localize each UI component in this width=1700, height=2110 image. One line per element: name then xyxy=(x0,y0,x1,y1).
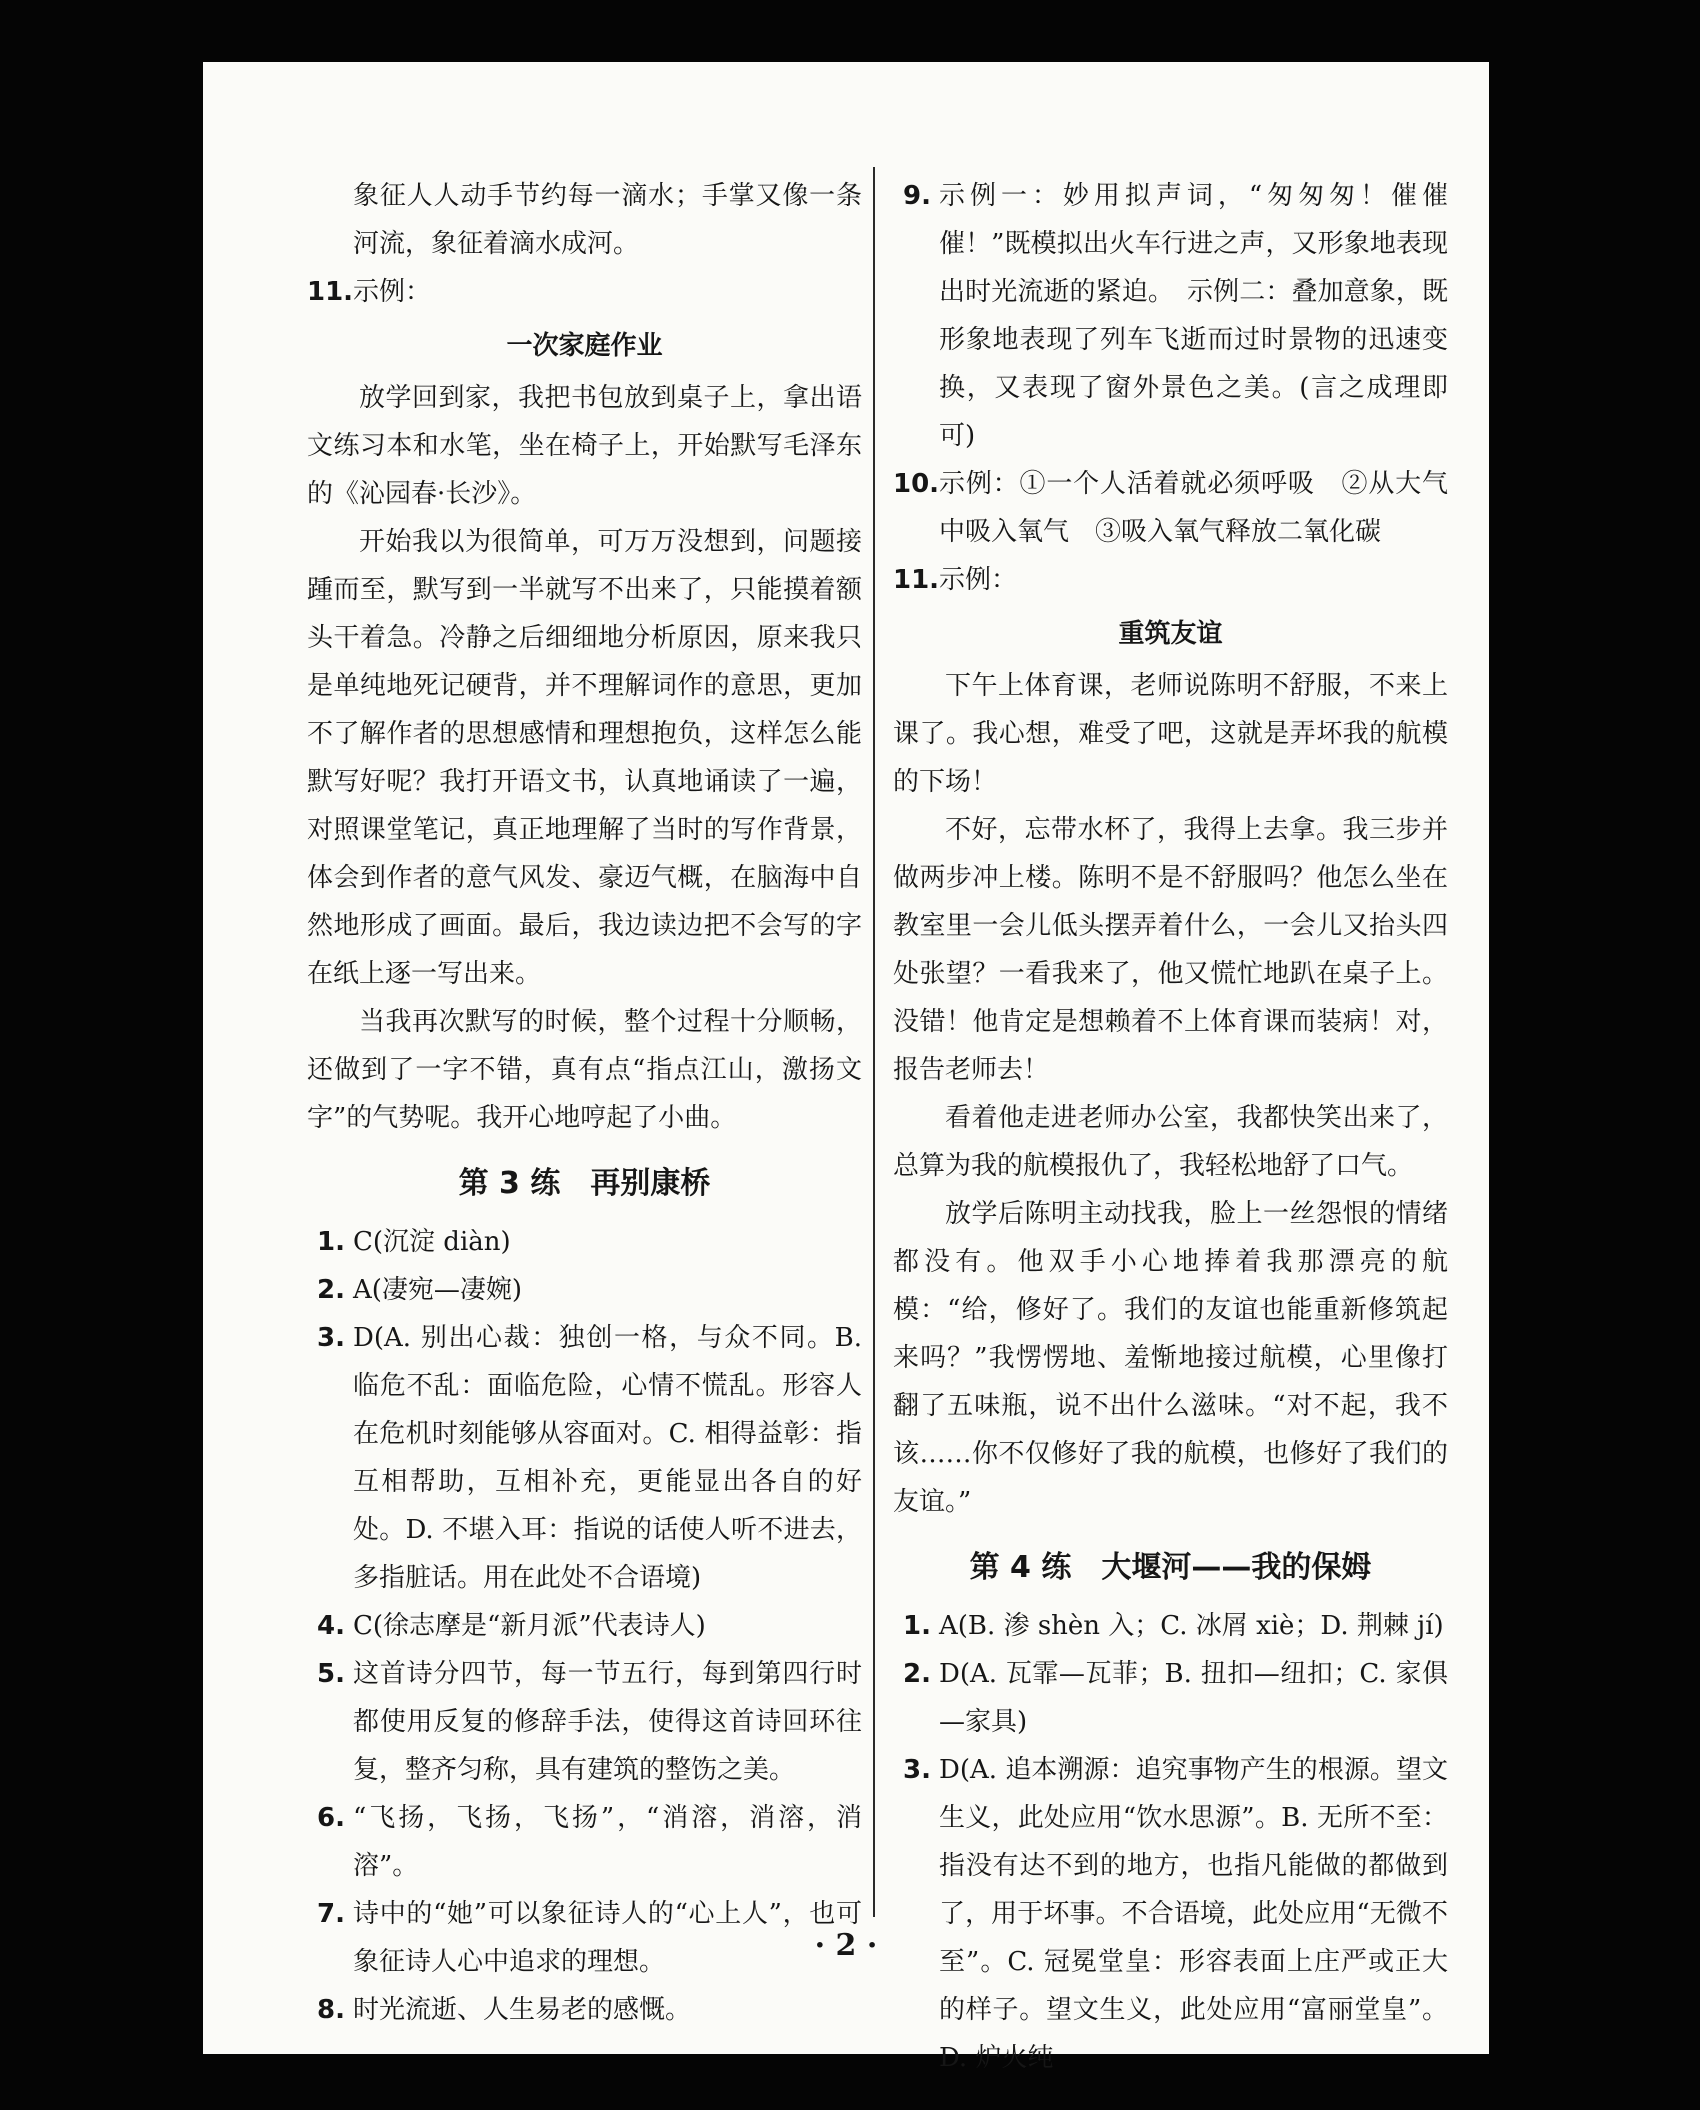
left-column xyxy=(307,172,862,2034)
essay-paragraph: 开始我以为很简单，可万万没想到，问题接踵而至，默写到一半就写不出来了，只能摸着额头干着急。冷静之后细细地分析原因，原来我只是单纯地死记硬背，并不理解词作的意思，更加不了解作者的思想感情和理想抱负，这样怎么能默写好呢？我打开语文书，认真地诵读了一遍，对照课堂笔记，真正地理解了当时的写作背景，体会到作者的意气风发、豪迈气概，在脑海中自然地形成了画面。最后，我边读边把不会写的字在纸上逐一写出来。 xyxy=(307,527,862,989)
answer-item xyxy=(307,1266,862,1314)
item-number: 2. xyxy=(903,1659,931,1689)
item-text: D(A. 追本溯源：追究事物产生的根源。望文生义，此处应用“饮水思源”。B. 无所不至：指没有达不到的地方，也指凡能做的都做到了，用于坏事。不合语境，此处应用“无微不至”。C. 冠冕堂皇：形容表面上庄严或正大的样子。望文生义，此处应用“富丽堂皇”。D. 炉火纯 xyxy=(939,1755,1448,2073)
item-number: 11. xyxy=(893,565,940,595)
item-number: 3. xyxy=(317,1323,345,1353)
answer-item xyxy=(307,1986,862,2034)
answer-item xyxy=(307,268,862,316)
essay-paragraph: 下午上体育课，老师说陈明不舒服，不来上课了。我心想，难受了吧，这就是弄坏我的航模的下场！ xyxy=(893,671,1448,797)
item-number: 6. xyxy=(317,1803,345,1833)
document-page xyxy=(203,62,1489,2073)
item-text: 这首诗分四节，每一节五行，每到第四行时都使用反复的修辞手法，使得这首诗回环往复，整齐匀称，具有建筑的整饬之美。 xyxy=(353,1659,862,1785)
answer-item xyxy=(893,556,1448,604)
item-text: 示例： xyxy=(939,565,1018,595)
essay-paragraph: 不好，忘带水杯了，我得上去拿。我三步并做两步冲上楼。陈明不是不舒服吗？他怎么坐在教室里一会儿低头摆弄着什么，一会儿又抬头四处张望？一看我来了，他又慌忙地趴在桌子上。没错！他肯定是想赖着不上体育课而装病！对，报告老师去！ xyxy=(893,815,1448,1085)
page-number: · 2 · xyxy=(814,1928,878,1963)
item-text: 诗中的“她”可以象征诗人的“心上人”，也可象征诗人心中追求的理想。 xyxy=(353,1899,862,1977)
item-text: D(A. 别出心裁：独创一格，与众不同。B. 临危不乱：面临危险，心情不慌乱。形容人在危机时刻能够从容面对。C. 相得益彰：指互相帮助，互相补充，更能显出各自的好处。D. 不堪入耳：指说的话使人听不进去，多指脏话。用在此处不合语境) xyxy=(353,1323,862,1593)
essay-paragraph: 放学回到家，我把书包放到桌子上，拿出语文练习本和水笔，坐在椅子上，开始默写毛泽东的《沁园春·长沙》。 xyxy=(307,383,862,509)
item-number: 4. xyxy=(317,1611,345,1641)
item-text: 示例： xyxy=(353,277,432,307)
section-heading: 第 4 练 大堰河——我的保姆 xyxy=(969,1550,1372,1585)
item-text: 示例：①一个人活着就必须呼吸 ②从大气中吸入氧气 ③吸入氧气释放二氧化碳 xyxy=(939,469,1448,547)
item-text: “飞扬，飞扬，飞扬”，“消溶，消溶，消溶”。 xyxy=(353,1803,862,1881)
essay-paragraph: 当我再次默写的时候，整个过程十分顺畅，还做到了一字不错，真有点“指点江山，激扬文字”的气势呢。我开心地哼起了小曲。 xyxy=(307,1007,862,1133)
item-text: A(凄宛—凄婉) xyxy=(353,1275,523,1305)
essay-title: 一次家庭作业 xyxy=(506,331,663,361)
answer-item xyxy=(307,1650,862,1794)
answer-item xyxy=(893,1602,1448,1650)
right-column xyxy=(893,172,1448,2082)
item-number: 11. xyxy=(307,277,354,307)
essay-paragraph: 放学后陈明主动找我，脸上一丝怨恨的情绪都没有。他双手小心地捧着我那漂亮的航模：“给，修好了。我们的友谊也能重新修筑起来吗？”我愣愣地、羞惭地接过航模，心里像打翻了五味瓶，说不出什么滋味。“对不起，我不该……你不仅修好了我的航模，也修好了我们的友谊。” xyxy=(893,1199,1448,1517)
item-number: 9. xyxy=(903,181,931,211)
item-number: 2. xyxy=(317,1275,345,1305)
continued-text: 象征人人动手节约每一滴水；手掌又像一条河流，象征着滴水成河。 xyxy=(353,181,862,259)
section-heading: 第 3 练 再别康桥 xyxy=(458,1166,711,1201)
item-number: 10. xyxy=(893,469,940,499)
answer-item xyxy=(893,1746,1448,2082)
item-text: A(B. 渗 shèn 入；C. 冰屑 xiè；D. 荆棘 jí) xyxy=(939,1611,1444,1641)
essay-title: 重筑友谊 xyxy=(1118,619,1223,649)
answer-item xyxy=(307,1314,862,1602)
answer-item xyxy=(893,1650,1448,1746)
item-text: 示例一：妙用拟声词，“匆匆匆！催催催！”既模拟出火车行进之声，又形象地表现出时光流逝的紧迫。 示例二：叠加意象，既形象地表现了列车飞逝而过时景物的迅速变换，又表现了窗外景色之美。(言之成理即可) xyxy=(939,181,1448,451)
answer-item xyxy=(893,460,1448,556)
answer-item xyxy=(307,1794,862,1890)
item-number: 1. xyxy=(317,1227,345,1257)
item-text: 时光流逝、人生易老的感慨。 xyxy=(353,1995,692,2025)
item-text: C(徐志摩是“新月派”代表诗人) xyxy=(353,1611,706,1641)
answer-item xyxy=(893,172,1448,460)
answer-item xyxy=(307,1218,862,1266)
item-number: 8. xyxy=(317,1995,345,2025)
essay-paragraph: 看着他走进老师办公室，我都快笑出来了，总算为我的航模报仇了，我轻松地舒了口气。 xyxy=(893,1103,1448,1181)
answer-item xyxy=(307,1602,862,1650)
item-number: 7. xyxy=(317,1899,345,1929)
item-number: 5. xyxy=(317,1659,345,1689)
item-text: C(沉淀 diàn) xyxy=(353,1227,511,1257)
item-text: D(A. 瓦霏—瓦菲；B. 扭扣—纽扣；C. 家俱—家具) xyxy=(939,1659,1448,1737)
item-number: 3. xyxy=(903,1755,931,1785)
item-number: 1. xyxy=(903,1611,931,1641)
column-divider xyxy=(873,167,875,1917)
